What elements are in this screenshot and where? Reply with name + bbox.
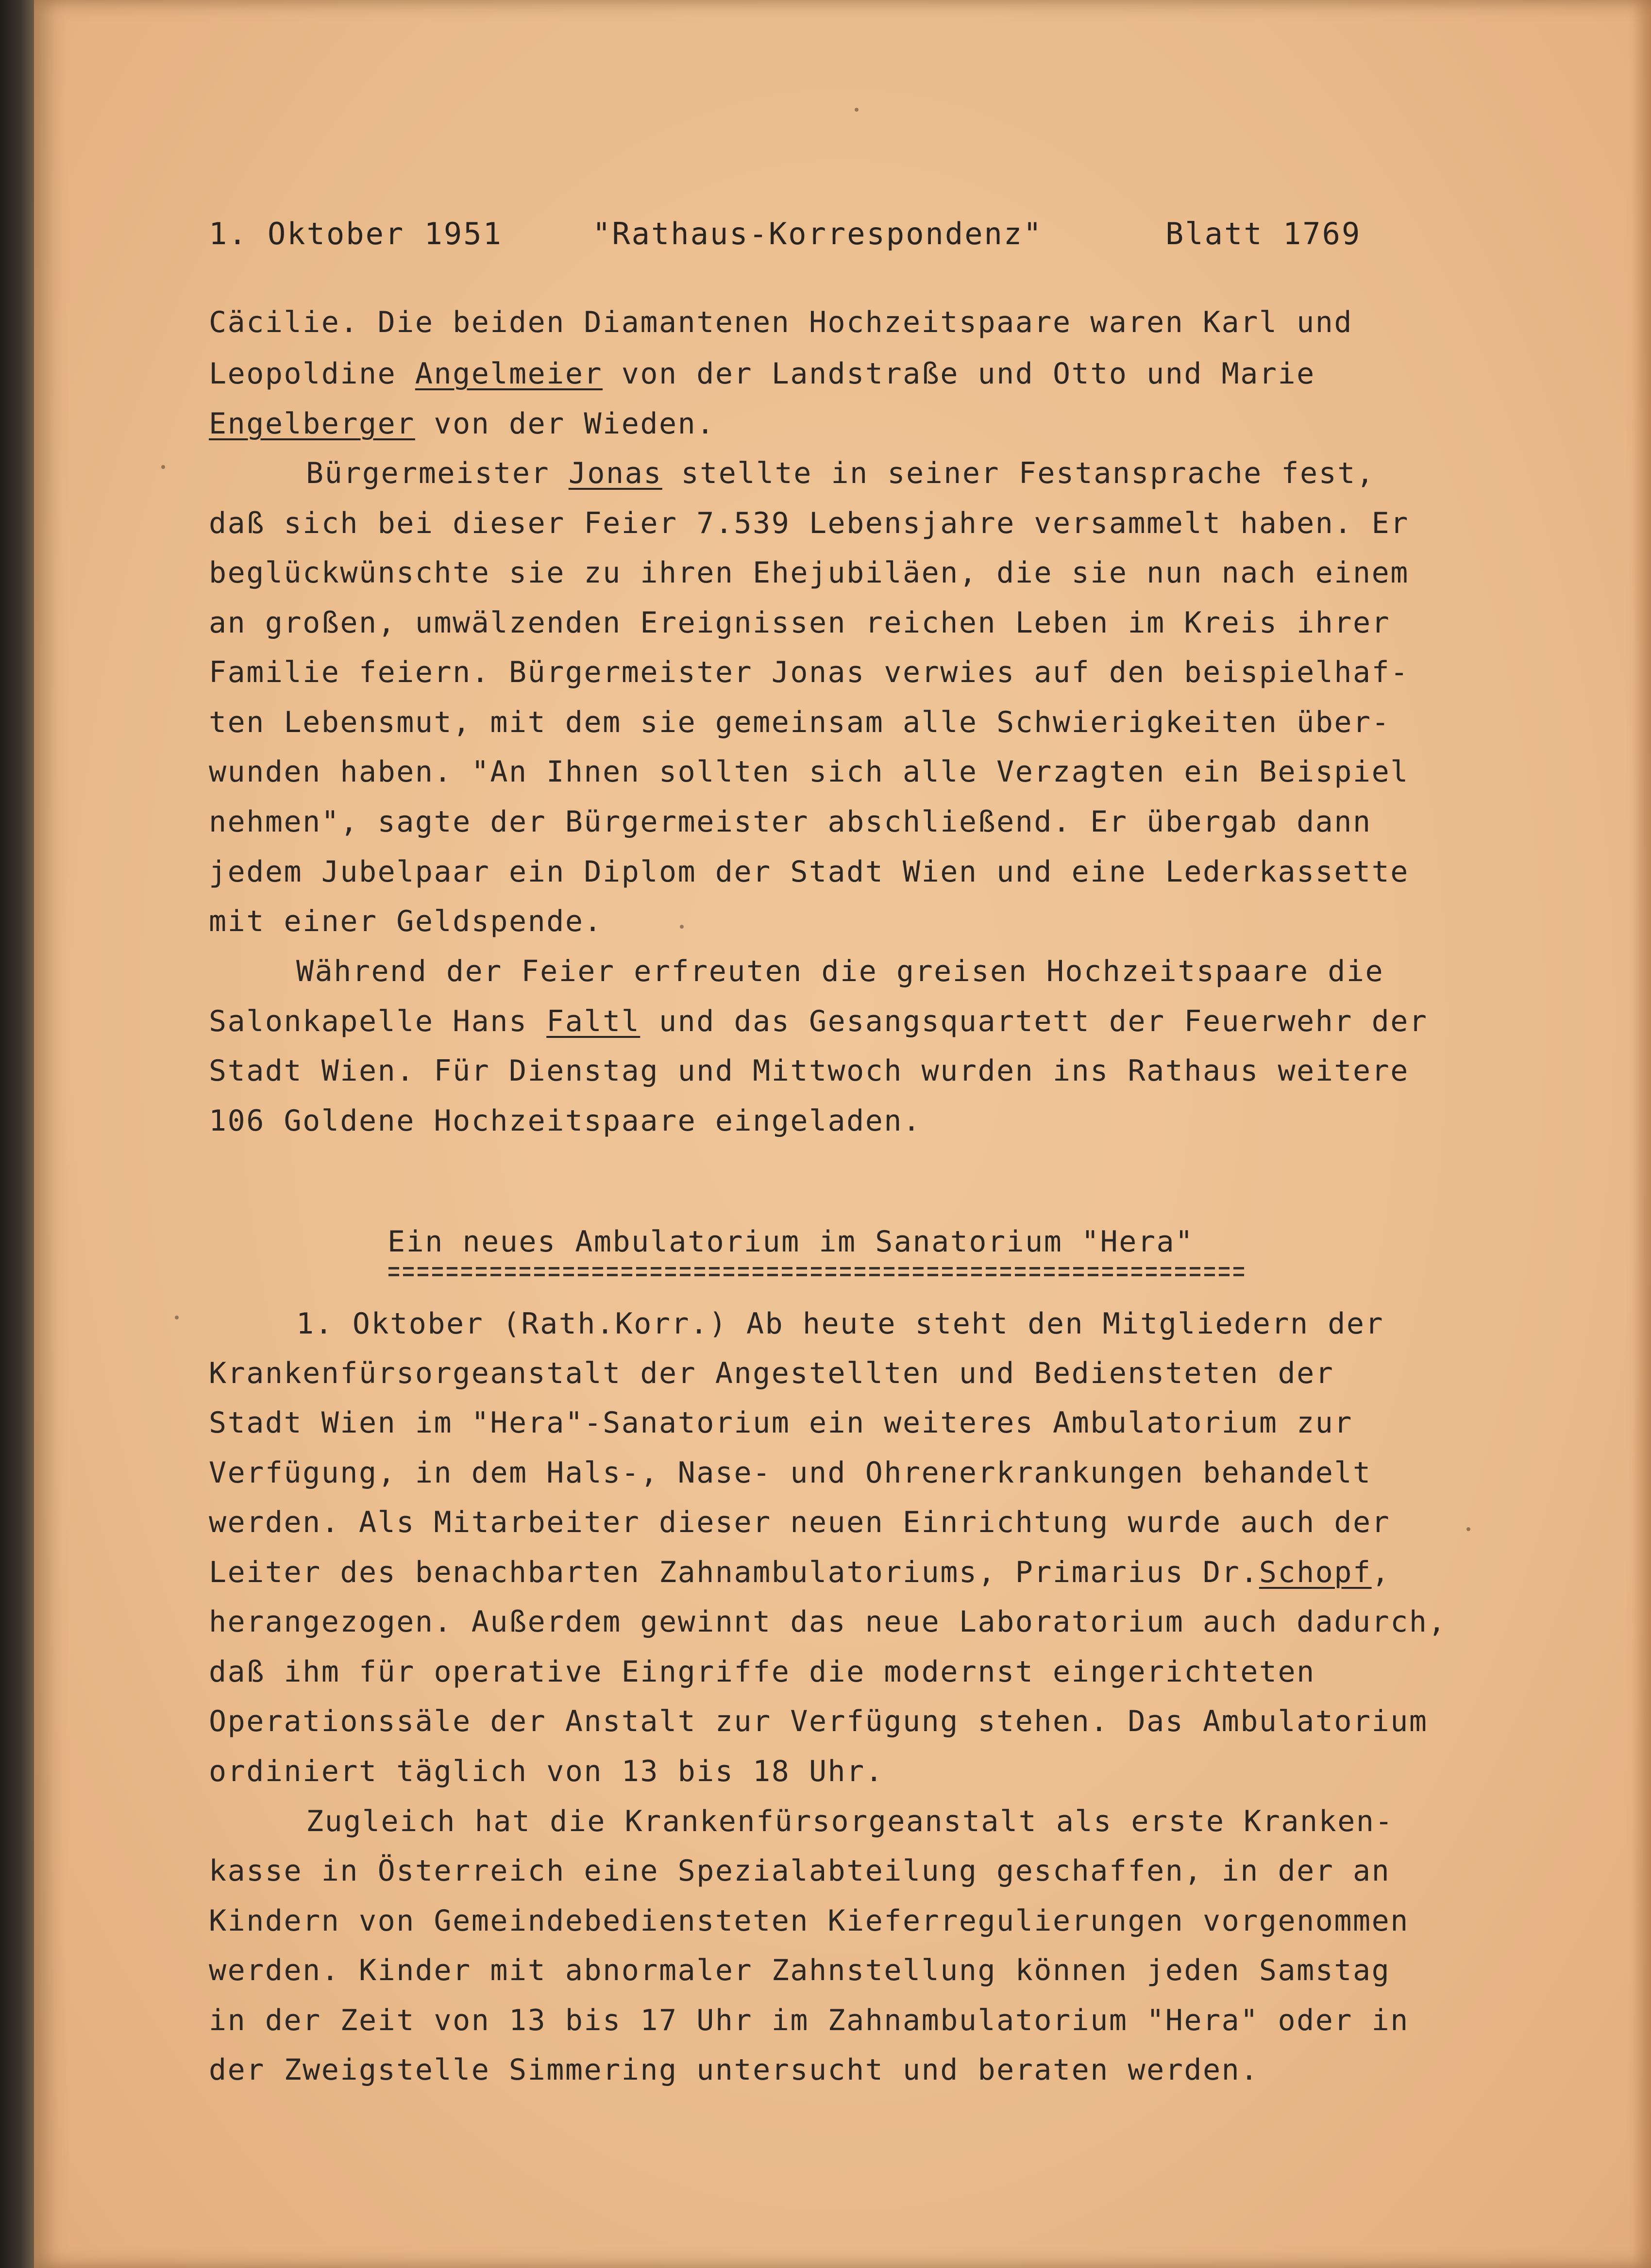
article1-line-7: an großen, umwälzenden Ereignissen reichen Leben im Kreis ihrer [209, 606, 1391, 640]
document-page [34, 0, 1651, 2268]
article1-line-13: mit einer Geldspende. [209, 904, 603, 938]
paper-speck [680, 925, 684, 929]
article2-line-9: Operationssäle der Anstalt zur Verfügung stehen. Das Ambulatorium [209, 1704, 1428, 1738]
article1-line-2-end: von der Landstraße und Otto und Marie [603, 357, 1315, 391]
article2-line-10: ordiniert täglich von 13 bis 18 Uhr. [209, 1754, 884, 1788]
article2-line-6-end: , [1371, 1555, 1391, 1589]
name-faltl: Faltl [546, 1004, 640, 1038]
article1-line-5: daß sich bei dieser Feier 7.539 Lebensjahre versammelt haben. Er [209, 506, 1409, 540]
book-binding [0, 0, 34, 2268]
article2-line-6-start: Leiter des benachbarten Zahnambulatoriums, Primarius Dr. [209, 1555, 1259, 1589]
article1-line-2-start: Leopoldine [209, 357, 415, 391]
paper-speck [1466, 1527, 1470, 1531]
article1-line-17: 106 Goldene Hochzeitspaare eingeladen. [209, 1104, 922, 1138]
article1-line-10: wunden haben. "An Ihnen sollten sich alle Verzagten ein Beispiel [209, 755, 1409, 789]
paper-speck [855, 108, 859, 112]
article1-line-4-start: Bürgermeister [306, 456, 569, 490]
article1-line-12: jedem Jubelpaar ein Diplom der Stadt Wien und eine Lederkassette [209, 855, 1409, 889]
article2-line-15: in der Zeit von 13 bis 17 Uhr im Zahnambulatorium "Hera" oder in [209, 2003, 1409, 2037]
article1-line-4-end: stellte in seiner Festansprache fest, [662, 456, 1375, 490]
article1-line-15 [209, 1004, 1428, 1038]
article2-line-2: Krankenfürsorgeanstalt der Angestellten und Bediensteten der [209, 1356, 1334, 1390]
article1-line-4 [306, 456, 1375, 490]
article2-line-16: der Zweigstelle Simmering untersucht und beraten werden. [209, 2053, 1259, 2087]
name-engelberger: Engelberger [209, 407, 415, 441]
title-rule-top [388, 1267, 1246, 1269]
article1-line-16: Stadt Wien. Für Dienstag und Mittwoch wurden ins Rathaus weitere [209, 1054, 1409, 1088]
article1-line-1: Cäcilie. Die beiden Diamantenen Hochzeitspaare waren Karl und [209, 305, 1353, 339]
article2-line-14: werden. Kinder mit abnormaler Zahnstellung können jeden Samstag [209, 1953, 1391, 1987]
header-sheet: Blatt 1769 [1165, 216, 1362, 251]
article2-line-13: Kindern von Gemeindebediensteten Kieferregulierungen vorgenommen [209, 1904, 1409, 1938]
paper-speck [161, 465, 165, 469]
name-angelmeier: Angelmeier [415, 357, 603, 391]
article2-line-11: Zugleich hat die Krankenfürsorgeanstalt als erste Kranken- [306, 1804, 1394, 1838]
title-rule-bottom [388, 1274, 1246, 1276]
article1-line-14: Während der Feier erfreuten die greisen Hochzeitspaare die [296, 954, 1384, 988]
article2-line-7: herangezogen. Außerdem gewinnt das neue Laboratorium auch dadurch, [209, 1605, 1447, 1639]
typewritten-text [34, 0, 1651, 2268]
article1-line-9: ten Lebensmut, mit dem sie gemeinsam alle Schwierigkeiten über- [209, 705, 1391, 739]
article2-line-5: werden. Als Mitarbeiter dieser neuen Einrichtung wurde auch der [209, 1505, 1391, 1539]
article1-line-3-end: von der Wieden. [415, 407, 715, 441]
article1-line-8: Familie feiern. Bürgermeister Jonas verwies auf den beispielhaf- [209, 655, 1409, 689]
article2-line-3: Stadt Wien im "Hera"-Sanatorium ein weiteres Ambulatorium zur [209, 1406, 1353, 1440]
article2-title: Ein neues Ambulatorium im Sanatorium "Hera" [387, 1225, 1194, 1259]
name-jonas: Jonas [568, 456, 662, 490]
name-schopf: Schopf [1259, 1555, 1372, 1589]
paper-speck [175, 1316, 179, 1319]
article1-line-15-end: und das Gesangsquartett der Feuerwehr der [640, 1004, 1428, 1038]
article2-line-12: kasse in Österreich eine Spezialabteilung geschaffen, in der an [209, 1854, 1391, 1888]
article1-line-11: nehmen", sagte der Bürgermeister abschließend. Er übergab dann [209, 805, 1372, 839]
article1-line-2 [209, 357, 1315, 391]
header-publication: "Rathaus-Korrespondenz" [592, 216, 1043, 251]
article1-line-15-start: Salonkapelle Hans [209, 1004, 547, 1038]
article2-line-8: daß ihm für operative Eingriffe die modernst eingerichteten [209, 1655, 1315, 1689]
article1-line-6: beglückwünschte sie zu ihren Ehejubiläen, die sie nun nach einem [209, 556, 1409, 590]
article2-line-6 [209, 1555, 1391, 1589]
article2-line-1: 1. Oktober (Rath.Korr.) Ab heute steht den Mitgliedern der [296, 1307, 1384, 1341]
header-date: 1. Oktober 1951 [209, 216, 503, 251]
article1-line-3 [209, 407, 715, 441]
article2-line-4: Verfügung, in dem Hals-, Nase- und Ohrenerkrankungen behandelt [209, 1456, 1372, 1490]
